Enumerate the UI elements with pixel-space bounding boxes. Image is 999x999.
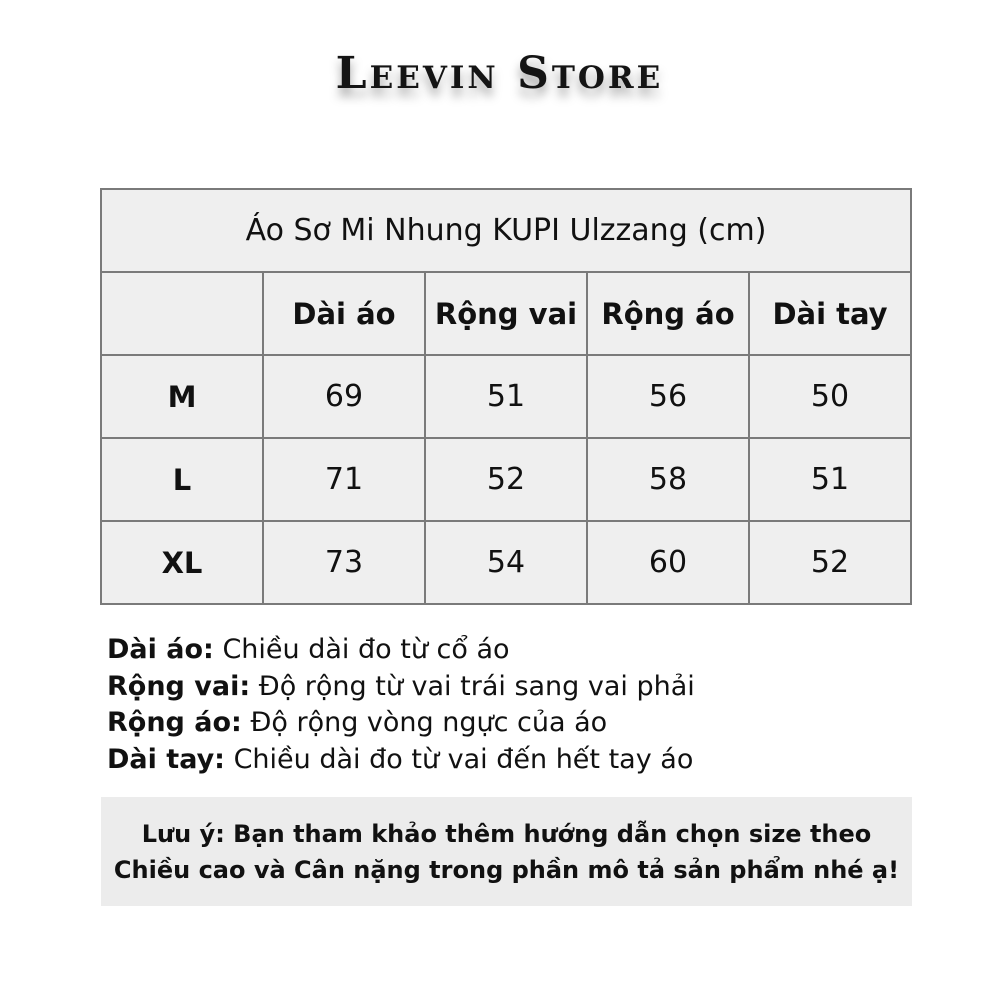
- legend-term: Dài tay:: [107, 743, 225, 775]
- table-row-size-xl: [101, 521, 911, 604]
- legend-term: Dài áo:: [107, 634, 214, 665]
- legend-item: [107, 705, 907, 742]
- corner-cell: [101, 272, 263, 355]
- legend-description: Độ rộng vòng ngực của áo: [250, 707, 608, 738]
- table-title: Áo Sơ Mi Nhung KUPI Ulzzang (cm): [101, 189, 911, 272]
- table-row-size-l: [101, 438, 911, 521]
- table-cell: 50: [749, 355, 911, 438]
- legend-description: Chiều dài đo từ cổ áo: [222, 634, 510, 665]
- store-logo-title: Leevin Store: [335, 48, 664, 99]
- size-note-box: [101, 797, 912, 906]
- table-cell: 58: [587, 438, 749, 521]
- legend-item: [107, 632, 907, 669]
- table-cell: 52: [749, 521, 911, 604]
- table-cell: 56: [587, 355, 749, 438]
- legend-term: Rộng áo:: [107, 707, 242, 738]
- size-label: L: [101, 438, 263, 521]
- table-cell: 60: [587, 521, 749, 604]
- size-label: XL: [101, 521, 263, 604]
- table-header-row: [101, 272, 911, 355]
- table-title-row: [101, 189, 911, 272]
- table-cell: 71: [263, 438, 425, 521]
- size-label: M: [101, 355, 263, 438]
- table-cell: 54: [425, 521, 587, 604]
- note-line-2: Chiều cao và Cân nặng trong phần mô tả sản phẩm nhé ạ!: [113, 855, 900, 884]
- column-header-dai-tay: Dài tay: [749, 272, 911, 355]
- table-row-size-m: [101, 355, 911, 438]
- measurement-legend: [107, 632, 907, 778]
- legend-item: [107, 742, 907, 779]
- column-header-rong-vai: Rộng vai: [425, 272, 587, 355]
- table-cell: 52: [425, 438, 587, 521]
- note-line-1: Lưu ý: Bạn tham khảo thêm hướng dẫn chọn size theo: [141, 819, 872, 848]
- legend-description: Chiều dài đo từ vai đến hết tay áo: [233, 743, 694, 775]
- legend-term: Rộng vai:: [107, 670, 251, 702]
- table-cell: 51: [425, 355, 587, 438]
- table-cell: 73: [263, 521, 425, 604]
- column-header-dai-ao: Dài áo: [263, 272, 425, 355]
- size-chart-table: [100, 188, 912, 605]
- table-cell: 51: [749, 438, 911, 521]
- column-header-rong-ao: Rộng áo: [587, 272, 749, 355]
- legend-description: Độ rộng từ vai trái sang vai phải: [258, 670, 695, 702]
- legend-item: [107, 669, 907, 706]
- table-cell: 69: [263, 355, 425, 438]
